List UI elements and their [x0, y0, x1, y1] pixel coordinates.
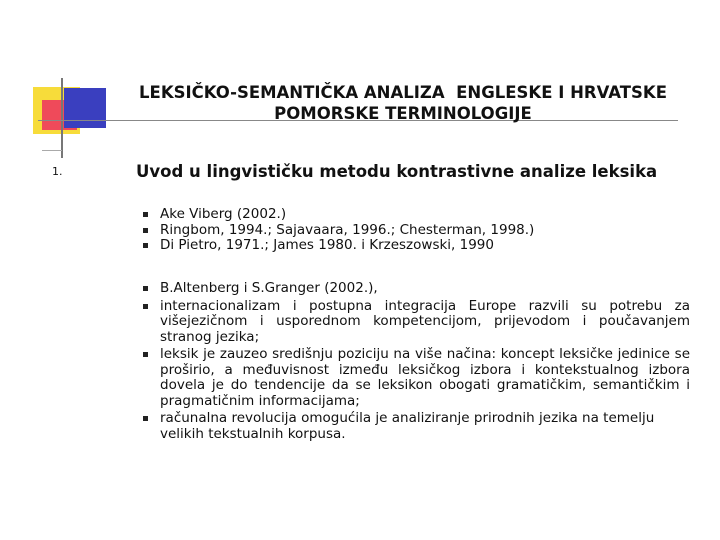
- list-item: B.Altenberg i S.Granger (2002.),: [160, 281, 690, 297]
- bullet-square-icon: [143, 352, 148, 357]
- decor-vertical-line: [61, 78, 63, 158]
- points-list: [160, 281, 690, 444]
- title-line-2: POMORSKE TERMINOLOGIJE: [274, 104, 532, 123]
- list-item: Di Pietro, 1971.; James 1980. i Krzeszowski, 1990: [160, 238, 690, 254]
- title-line-1: LEKSIČKO-SEMANTIČKA ANALIZA ENGLESKE I HRVATSKE: [139, 83, 667, 102]
- references-list: [160, 207, 690, 257]
- list-item: računalna revolucija omogućila je analiziranje prirodnih jezika na temelju velikih tekstualnih korpusa.: [160, 411, 690, 442]
- section-number: 1.: [52, 165, 63, 178]
- decor-blue-square: [64, 88, 106, 128]
- bullet-square-icon: [143, 304, 148, 309]
- bullet-square-icon: [143, 212, 148, 217]
- bullet-square-icon: [143, 286, 148, 291]
- section-heading: Uvod u lingvističku metodu kontrastivne analize leksika: [136, 162, 658, 181]
- bullet-square-icon: [143, 228, 148, 233]
- list-item: Ake Viberg (2002.): [160, 207, 690, 223]
- slide-title: [108, 82, 698, 124]
- list-item: leksik je zauzeo središnju poziciju na više načina: koncept leksičke jedinice se proširio, a međuvisnost između leksičkog izbora i kontekstualnog izbora dovela je do tendencije da se leksikon obogati gramatičkim, semantičkim i pragmatičnim informacijama;: [160, 347, 690, 409]
- decor-short-line: [42, 150, 62, 151]
- list-item: internacionalizam i postupna integracija Europe razvili su potrebu za višejezičnom i usporednom kompetencijom, prijevodom i poučavanjem stranog jezika;: [160, 299, 690, 346]
- list-item: Ringbom, 1994.; Sajavaara, 1996.; Chesterman, 1998.): [160, 223, 690, 239]
- bullet-square-icon: [143, 243, 148, 248]
- bullet-square-icon: [143, 416, 148, 421]
